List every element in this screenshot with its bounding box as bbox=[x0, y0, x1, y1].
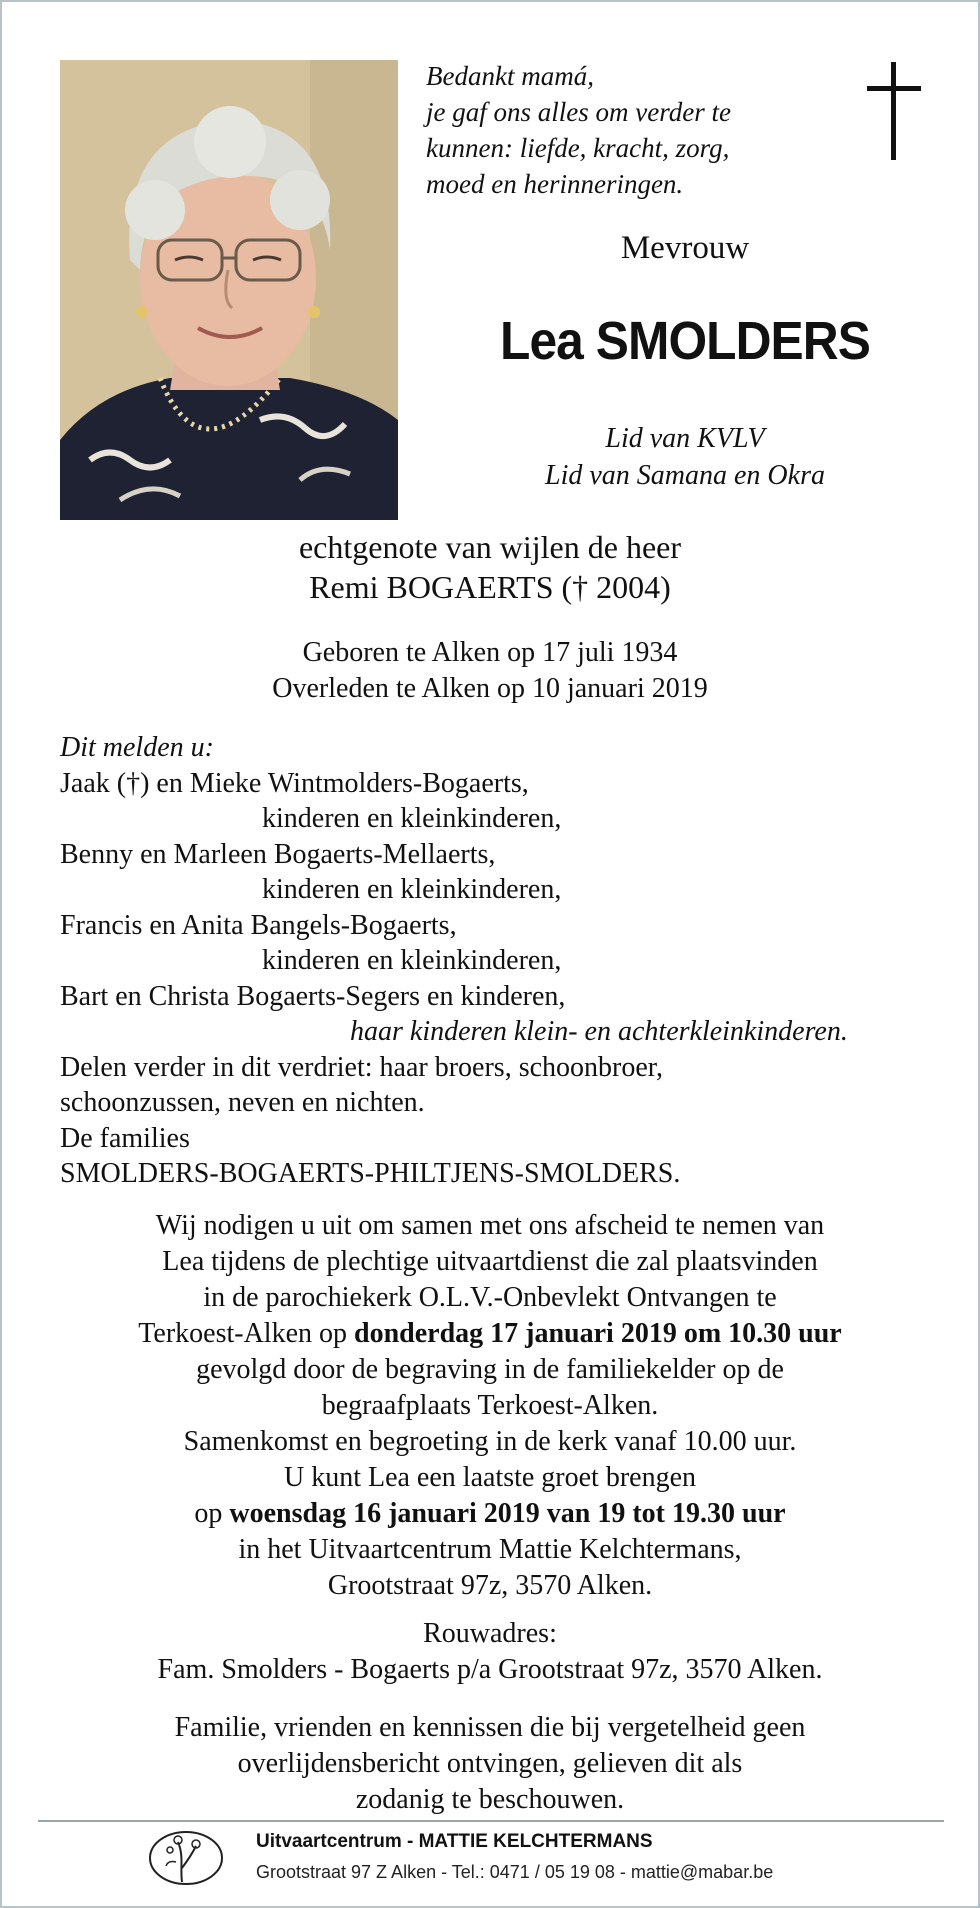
spouse-line: echtgenote van wijlen de heer bbox=[298, 529, 682, 565]
flower-logo-icon bbox=[146, 1828, 232, 1888]
closing-notice bbox=[42, 1710, 938, 1818]
ceremony-line: Wij nodigen u uit om samen met ons afscheid te nemen van bbox=[155, 1210, 825, 1241]
mourning-address bbox=[42, 1616, 938, 1688]
spouse-info bbox=[60, 527, 920, 607]
ceremony-details bbox=[42, 1208, 938, 1604]
family-line: kinderen en kleinkinderen, bbox=[262, 874, 562, 905]
honorific-title: Mevrouw bbox=[620, 230, 750, 266]
family-line: Benny en Marleen Bogaerts-Mellaerts, bbox=[60, 838, 496, 870]
ceremony-line: in het Uitvaartcentrum Mattie Kelchtermans, bbox=[238, 1534, 742, 1565]
family-line: Francis en Anita Bangels-Bogaerts, bbox=[60, 909, 457, 941]
poem-line: moed en herinneringen. bbox=[426, 169, 684, 199]
birth-date: Geboren te Alken op 17 juli 1934 bbox=[302, 637, 678, 668]
ceremony-line bbox=[42, 1316, 938, 1352]
membership-item: Lid van Samana en Okra bbox=[545, 460, 825, 491]
family-line: Jaak (†) en Mieke Wintmolders-Bogaerts, bbox=[60, 767, 529, 799]
notice-line: overlijdensbericht ontvingen, gelieven dit als bbox=[237, 1748, 743, 1779]
ceremony-line: gevolgd door de begraving in de familiekelder op de bbox=[196, 1354, 784, 1385]
address-value: Fam. Smolders - Bogaerts p/a Grootstraat 97z, 3570 Alken. bbox=[157, 1654, 823, 1685]
poem-line: je gaf ons alles om verder te bbox=[426, 97, 731, 127]
family-line: haar kinderen klein- en achterkleinkinderen. bbox=[350, 1016, 848, 1047]
ceremony-line: Grootstraat 97z, 3570 Alken. bbox=[327, 1570, 653, 1601]
ceremony-text: Terkoest-Alken op bbox=[138, 1318, 355, 1349]
ceremony-line bbox=[42, 1496, 938, 1532]
family-line: Bart en Christa Bogaerts-Segers en kinderen, bbox=[60, 980, 566, 1012]
ceremony-text: op bbox=[194, 1498, 230, 1529]
family-line: SMOLDERS-BOGAERTS-PHILTJENS-SMOLDERS. bbox=[60, 1158, 681, 1189]
family-intro: Dit melden u: bbox=[60, 732, 214, 763]
death-date: Overleden te Alken op 10 januari 2019 bbox=[272, 673, 708, 704]
spouse-line: Remi BOGAERTS († 2004) bbox=[309, 569, 671, 605]
deceased-name: Lea SMOLDERS bbox=[500, 311, 870, 371]
poem-line: kunnen: liefde, kracht, zorg, bbox=[426, 133, 730, 163]
footer-divider bbox=[38, 1820, 944, 1822]
cross-icon bbox=[864, 62, 924, 162]
notice-line: zodanig te beschouwen. bbox=[355, 1784, 625, 1815]
family-line: schoonzussen, neven en nichten. bbox=[60, 1087, 425, 1118]
family-line: kinderen en kleinkinderen, bbox=[262, 945, 562, 976]
ceremony-line: Lea tijdens de plechtige uitvaartdienst die zal plaatsvinden bbox=[162, 1246, 818, 1277]
funeral-home-contact: Grootstraat 97 Z Alken - Tel.: 0471 / 05 19 08 - mattie@mabar.be bbox=[256, 1862, 774, 1882]
visitation-datetime: woensdag 16 januari 2019 van 19 tot 19.30 uur bbox=[229, 1498, 786, 1529]
life-dates bbox=[60, 635, 920, 707]
family-line: kinderen en kleinkinderen, bbox=[262, 803, 562, 834]
ceremony-line: U kunt Lea een laatste groet brengen bbox=[283, 1462, 697, 1493]
ceremony-line: in de parochiekerk O.L.V.-Onbevlekt Ontvangen te bbox=[203, 1282, 777, 1313]
funeral-datetime: donderdag 17 januari 2019 om 10.30 uur bbox=[354, 1318, 842, 1349]
poem-line: Bedankt mamá, bbox=[426, 61, 594, 91]
family-announcement bbox=[60, 730, 940, 1192]
membership-list bbox=[472, 420, 898, 494]
ceremony-line: Samenkomst en begroeting in de kerk vanaf 10.00 uur. bbox=[183, 1426, 797, 1457]
portrait-illustration bbox=[60, 60, 398, 520]
ceremony-line: begraafplaats Terkoest-Alken. bbox=[321, 1390, 659, 1421]
family-line: De families bbox=[60, 1122, 190, 1154]
family-line: Delen verder in dit verdriet: haar broers, schoonbroer, bbox=[60, 1051, 663, 1083]
tribute-poem bbox=[426, 58, 806, 202]
address-label: Rouwadres: bbox=[423, 1618, 557, 1649]
funeral-home-name: Uitvaartcentrum - MATTIE KELCHTERMANS bbox=[256, 1831, 653, 1852]
portrait-photo bbox=[60, 60, 398, 520]
membership-item: Lid van KVLV bbox=[605, 423, 765, 454]
notice-line: Familie, vrienden en kennissen die bij vergetelheid geen bbox=[174, 1712, 806, 1743]
